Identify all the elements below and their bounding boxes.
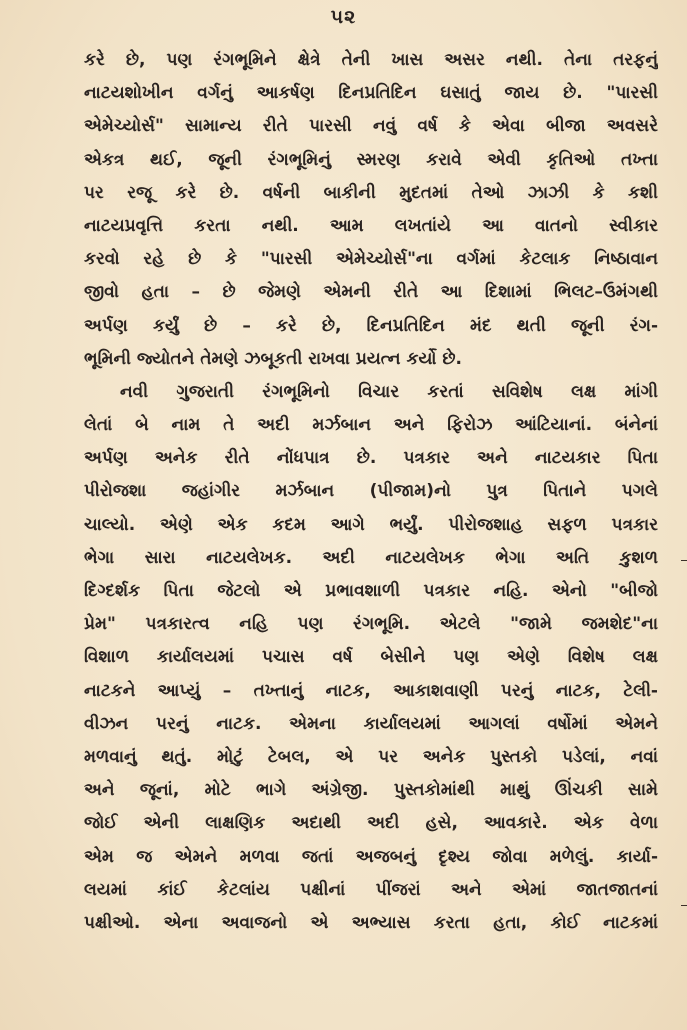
text-line: લેતાં બે નામ તે અદી મર્ઝબાન અને ફિરોઝ આંટિયાનાં. બંનેનાં [84,415,658,436]
page-number: ૫૨ [330,6,357,28]
text-line: કરે છે, પણ રંગભૂમિને ક્ષેત્રે તેની ખાસ અસર નથી. તેના તરફનું [84,50,658,70]
body-text [84,44,658,940]
text-line: અર્પણ કર્યું છે – કરે છે, દિનપ્રતિદિન મંદ થતી જૂની રંગ- [84,315,658,336]
text-line: જોઈ એની લાક્ષણિક અદાથી અદી હસે, આવકારે. એક વેળા [84,813,658,834]
text-line: પીરોજશા જહાંગીર મર્ઝબાન (પીજામ)નો પુત્ર પિતાને પગલે [84,481,658,502]
text-line: નાટયપ્રવૃત્તિ કરતા નથી. આમ લખતાંયે આ વાતનો સ્વીકાર [84,215,658,236]
text-line: કરવો રહે છે કે "પારસી એમેચ્યોર્સ"ના વર્ગમાં કેટલાક નિષ્ઠાવાન [84,249,658,270]
margin-mark [681,905,687,906]
text-line: નવી ગુજરાતી રંગભૂમિનો વિચાર કરતાં સવિશેષ લક્ષ માંગી [120,381,658,402]
text-line: પર રજૂ કરે છે. વર્ષની બાકીની મુદતમાં તેઓ ઝાઝી કે કશી [84,182,658,203]
text-line: એકત્ર થઈ, જૂની રંગભૂમિનું સ્મરણ કરાવે એવી કૃતિઓ તખ્તા [84,149,658,170]
text-line: અને જૂનાં, મોટે ભાગે અંગ્રેજી. પુસ્તકોમાંથી માથું ઊંચકી સામે [84,780,658,801]
text-line: વિશાળ કાર્યાલયમાં પચાસ વર્ષ બેસીને પણ એણે વિશેષ લક્ષ [84,647,658,668]
paragraph-1 [84,44,658,376]
text-line: એમ જ એમને મળવા જતાં અજબનું દૃશ્ય જોવા મળેલું. કાર્યા- [84,846,658,867]
text-line: અર્પણ અનેક રીતે નોંધપાત્ર છે. પત્રકાર અને નાટયકાર પિતા [84,448,658,469]
margin-mark [681,560,687,561]
text-line: નાટયશોખીન વર્ગનું આકર્ષણ દિનપ્રતિદિન ઘસાતું જાય છે. "પારસી [84,83,658,104]
paragraph-2 [84,376,658,940]
text-line: પ્રેમ" પત્રકારત્વ નહિ પણ રંગભૂમિ. એટલે "જામે જમશેદ"ના [84,614,658,635]
text-line: પક્ષીઓ. એના અવાજનો એ અભ્યાસ કરતા હતા, કોઈ નાટકમાં [84,912,658,933]
text-line: ભૂમિની જ્યોતને તેમણે ઝબૂકતી રાખવા પ્રયત્ન કર્યો છે. [84,348,462,369]
text-line: મળવાનું થતું. મોટું ટેબલ, એ પર અનેક પુસ્તકો પડેલાં, નવાં [84,746,658,767]
text-line: ભેગા સારા નાટયલેખક. અદી નાટયલેખક ભેગા અતિ કુશળ [84,547,658,568]
text-line: દિગ્દર્શક પિતા જેટલો એ પ્રભાવશાળી પત્રકાર નહિ. એનો "બીજો [84,581,658,601]
text-line: જીવો હતા – છે જેમણે એમની રીતે આ દિશામાં ભિલટ–ઉમંગથી [84,282,658,303]
text-line: નાટકને આપ્યું – તખ્તાનું નાટક, આકાશવાણી પરનું નાટક, ટેલી- [84,680,658,701]
text-line: એમેચ્યોર્સ" સામાન્ય રીતે પારસી નવું વર્ષ કે એવા બીજા અવસરે [84,116,658,137]
text-line: ચાલ્યો. એણે એક કદમ આગે ભર્યું. પીરોજશાહ સફળ પત્રકાર [84,514,658,535]
text-line: વીઝન પરનું નાટક. એમના કાર્યાલયમાં આગલાં વર્ષોમાં એમને [84,713,658,734]
text-line: લયમાં કાંઈ કેટલાંય પક્ષીનાં પીંજરાં અને એમાં જાતજાતનાં [84,879,658,900]
